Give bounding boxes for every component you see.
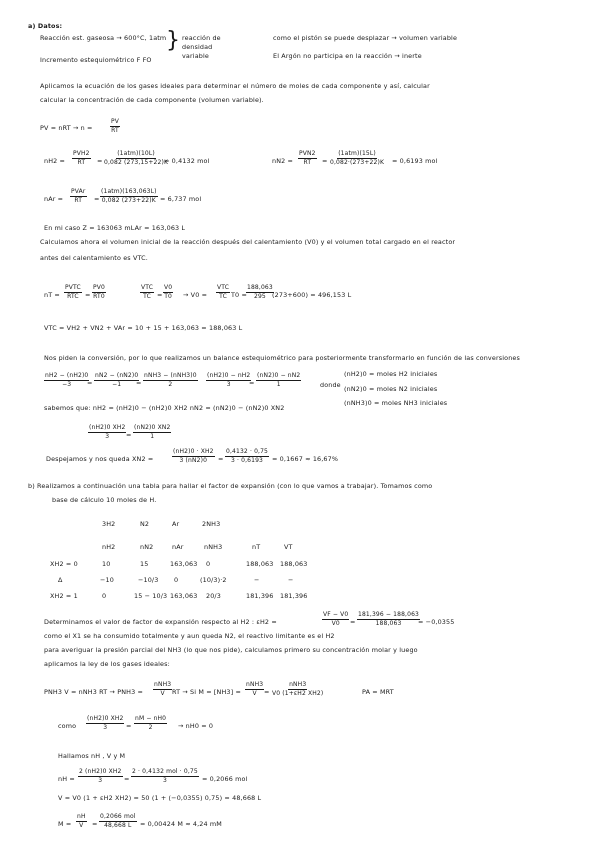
- factor-result: = −0,0355: [418, 618, 455, 626]
- nt-frac-6: $\frac{188,063}{295}$: [247, 284, 273, 300]
- nar-frac-2: (1atm)(163,063L) 0,082 (273+22)K: [101, 188, 157, 204]
- nar-label: nAr =: [44, 195, 64, 203]
- desp-frac-1: $\frac{(nH2)0 \cdot XH2}{3 (nN2)0}$: [173, 448, 214, 464]
- table-cell: 163,063: [170, 592, 198, 600]
- como-equals: =: [126, 722, 132, 730]
- balance-frac-1: $\frac{nH2 - (nH2)0}{-3}$: [45, 372, 89, 388]
- pnh3-frac-3: nNH3 V0 (1+εH2 XH2): [272, 681, 324, 697]
- balance-frac-5: $\frac{(nN2)0 - nN2}{1}$: [257, 372, 301, 388]
- balance-equals-2: =: [136, 379, 142, 387]
- row-label: Δ: [58, 576, 63, 584]
- part-b-intro-2: base de cálculo 10 moles de H.: [52, 496, 157, 504]
- table-cell: 188,063: [280, 560, 308, 568]
- calc-line-2: antes del calentamiento es VTC.: [40, 254, 148, 262]
- def-nh3: (nNH3)0 = moles NH3 iniciales: [344, 399, 448, 407]
- piston-note: como el pistón se puede desplazar → volumen variable: [273, 34, 458, 42]
- table-header: nNH3: [204, 543, 223, 551]
- table-cell: 188,063: [246, 560, 274, 568]
- table-header: nN2: [140, 543, 154, 551]
- nar-equals: =: [94, 195, 100, 203]
- hallamos: Hallamos nH , V y M: [58, 752, 126, 760]
- m-label: M =: [58, 820, 72, 828]
- balance-frac-3: nNH3 − (nNH3)0 2: [144, 372, 197, 388]
- table-cell: −10: [100, 576, 114, 584]
- factor-frac-1: $\frac{VF - V0}{V0}$: [323, 611, 349, 627]
- nn2-equals: =: [322, 157, 328, 165]
- nn2-frac-2: (1atm)(15L) 0,082·(273+22)K: [330, 150, 385, 166]
- table-cell: 0: [206, 560, 211, 568]
- desp-result: = 0,1667 ≈ 16,67%: [272, 455, 339, 463]
- nt-equals-1: =: [85, 291, 91, 299]
- part-a-label: a) Datos:: [28, 22, 63, 30]
- factor-frac-2: $\frac{181,396 - 188,063}{188,063}$: [358, 611, 420, 627]
- table-header: VT: [284, 543, 293, 551]
- balance-frac-4: $\frac{(nH2)0 - nH2}{3}$: [207, 372, 251, 388]
- partial-pressure-note: para averiguar la presión parcial del NH3 (lo que nos pide), calculamos primero su concentración molar y luego: [44, 646, 418, 654]
- nt-frac-3: VTC TC: [141, 284, 154, 300]
- m-equals: =: [92, 820, 98, 828]
- nar-result: = 6,737 mol: [160, 195, 202, 203]
- nn2-frac-1: PVN2 RT: [299, 150, 316, 166]
- nt-frac-2: $\frac{PV0}{RT0}$: [93, 284, 105, 300]
- limiting-note: como el X1 se ha consumido totalmente y aun queda N2, el reactivo limitante es el H2: [44, 632, 335, 640]
- variable-density-note: reacción de densidad variable: [182, 34, 221, 60]
- table-cell: 10: [102, 560, 111, 568]
- factor-line: Determinamos el valor de factor de expansión respecto al H2 : εH2 =: [44, 618, 277, 626]
- pnh3-line: PNH3 V = nNH3 RT → PNH3 =: [44, 688, 143, 696]
- nt-result: (273+600) = 496,153 L: [272, 291, 352, 299]
- table-header: nT: [252, 543, 261, 551]
- nt-t0: T0 =: [231, 291, 247, 299]
- equal-sign: =: [126, 431, 132, 439]
- stoich-increment: Incremento estequiométrico F FO: [40, 56, 152, 64]
- nh2-frac-1: PVH2 RT: [73, 150, 90, 166]
- table-cell: 0: [174, 576, 179, 584]
- table-cell: 181,396: [246, 592, 274, 600]
- brace-symbol: }: [166, 28, 181, 53]
- nh2-result: = 0,4132 mol: [164, 157, 210, 165]
- m-result: = 0,00424 M ≈ 4,24 mM: [140, 820, 222, 828]
- table-cell: 163,063: [170, 560, 198, 568]
- nh-label: nH =: [58, 775, 75, 783]
- species-ar: Ar: [172, 520, 180, 528]
- mi-caso: En mi caso Z = 163063 mLAr = 163,063 L: [44, 224, 186, 232]
- table-cell: −10/3: [138, 576, 159, 584]
- donde: donde: [320, 381, 341, 389]
- nt-equals-2: =: [157, 291, 163, 299]
- pnh3-equals: =: [264, 688, 270, 696]
- nt-frac-4: $\frac{V0}{T0}$: [164, 284, 173, 300]
- table-cell: 15 − 10/3: [134, 592, 168, 600]
- como-result: → nH0 = 0: [178, 722, 214, 730]
- table-cell: 0: [102, 592, 107, 600]
- pnh3-mid: RT → Si M = [NH3] =: [172, 688, 241, 696]
- pnh3-frac-2: nNH3 V: [246, 681, 264, 697]
- gas-law-note: aplicamos la ley de los gases ideales:: [44, 660, 170, 668]
- part-b-intro-1: b) Realizamos a continuación una tabla para hallar el factor de expansión (con lo que vamos a trabajar). Tomamos como: [28, 482, 433, 490]
- nt-frac-1: PVTC RTC: [65, 284, 81, 300]
- reaction-conditions: Reacción est. gaseosa → 600°C, 1atm: [40, 34, 167, 42]
- intro-line-2: calcular la concentración de cada componente (volumen variable).: [40, 96, 264, 104]
- volume-line: V = V0 (1 + εH2 XH2) = 50 (1 + (−0,0355) 0,75) = 48,668 L: [58, 794, 262, 802]
- row-label: XH2 = 1: [50, 592, 78, 600]
- conversion-line: Nos piden la conversión, por lo que realizamos un balance estequiométrico para posteriormente transformarlo en función de las conversiones: [44, 354, 520, 362]
- desp-frac-2: $\frac{0,4132 \cdot 0,75}{3 \cdot 0,6193}$: [226, 448, 269, 464]
- nt-arrow: → V0 =: [183, 291, 208, 299]
- nn2-result: = 0,6193 mol: [392, 157, 438, 165]
- def-n2: (nN2)0 = moles N2 iniciales: [344, 385, 438, 393]
- nh2-frac-2: (1atm)(10L) 0,082 (273,15+22)K: [104, 150, 169, 166]
- nh2-label: nH2 =: [44, 157, 66, 165]
- balance-frac-2: $\frac{nN2 - (nN2)0}{-1}$: [95, 372, 139, 388]
- sabemos-line: sabemos que: nH2 = (nH2)0 − (nH2)0 XH2 nN2 = (nN2)0 − (nN2)0 XN2: [44, 404, 285, 412]
- table-header: nH2: [102, 543, 116, 551]
- como-frac-1: $\frac{(nH2)0 XH2}{3}$: [87, 715, 124, 731]
- factor-equals: =: [350, 618, 356, 626]
- despejamos: Despejamos y nos queda XN2 =: [46, 455, 154, 463]
- m-frac-1: $\frac{nH}{V}$: [77, 813, 86, 829]
- species-n2: N2: [140, 520, 150, 528]
- equal-frac-1: $\frac{(nH2)0 XH2}{3}$: [89, 424, 126, 440]
- species-h2: 3H2: [102, 520, 116, 528]
- table-cell: 20/3: [206, 592, 221, 600]
- equal-frac-2: $\frac{(nN2)0 XN2}{1}$: [134, 424, 171, 440]
- como-frac-2: $\frac{nM - nH0}{2}$: [135, 715, 167, 731]
- balance-equals-3: =: [249, 379, 255, 387]
- nh-result: = 0,2066 mol: [202, 775, 248, 783]
- nar-frac-1: PVAr RT: [71, 188, 86, 204]
- nt-label: nT =: [44, 291, 60, 299]
- table-cell: (10/3)·2: [200, 576, 227, 584]
- species-nh3: 2NH3: [202, 520, 221, 528]
- nn2-label: nN2 =: [272, 157, 294, 165]
- intro-line-1: Aplicamos la ecuación de los gases ideales para determinar el número de moles de cada componente y así, calcular: [40, 82, 430, 90]
- pnh3-frac-1: nNH3 V: [154, 681, 172, 697]
- nh-equals: =: [124, 775, 130, 783]
- row-label: XH2 = 0: [50, 560, 78, 568]
- argon-note: El Argón no participa en la reacción → inerte: [273, 52, 422, 60]
- vtc-line: VTC = VH2 + VN2 + VAr = 10 + 15 + 163,063 = 188,063 L: [44, 324, 243, 332]
- desp-equals: =: [218, 455, 224, 463]
- table-cell: 181,396: [280, 592, 308, 600]
- nt-frac-5: VTC TC: [217, 284, 230, 300]
- nh2-equals: =: [97, 157, 103, 165]
- nh-frac-2: 2 · 0,4132 mol · 0,75 3: [132, 768, 198, 784]
- como-label: como: [58, 722, 77, 730]
- table-cell: −: [254, 576, 260, 584]
- table-cell: 15: [140, 560, 149, 568]
- ideal-gas-eq: PV = nRT → n =: [40, 124, 93, 132]
- balance-equals-1: =: [87, 379, 93, 387]
- pa-mrt: PA = MRT: [362, 688, 394, 696]
- pv-fraction: $\frac{PV}{RT}$: [111, 118, 120, 134]
- def-h2: (nH2)0 = moles H2 iniciales: [344, 370, 438, 378]
- m-frac-2: 0,2066 mol 48,668 L: [100, 813, 136, 829]
- nh-frac-1: $\frac{2 (nH2)0 XH2}{3}$: [79, 768, 122, 784]
- table-cell: −: [288, 576, 294, 584]
- table-header: nAr: [172, 543, 184, 551]
- calc-line-1: Calculamos ahora el volumen inicial de la reacción después del calentamiento (V0) y el volumen total cargado en el reactor: [40, 238, 456, 246]
